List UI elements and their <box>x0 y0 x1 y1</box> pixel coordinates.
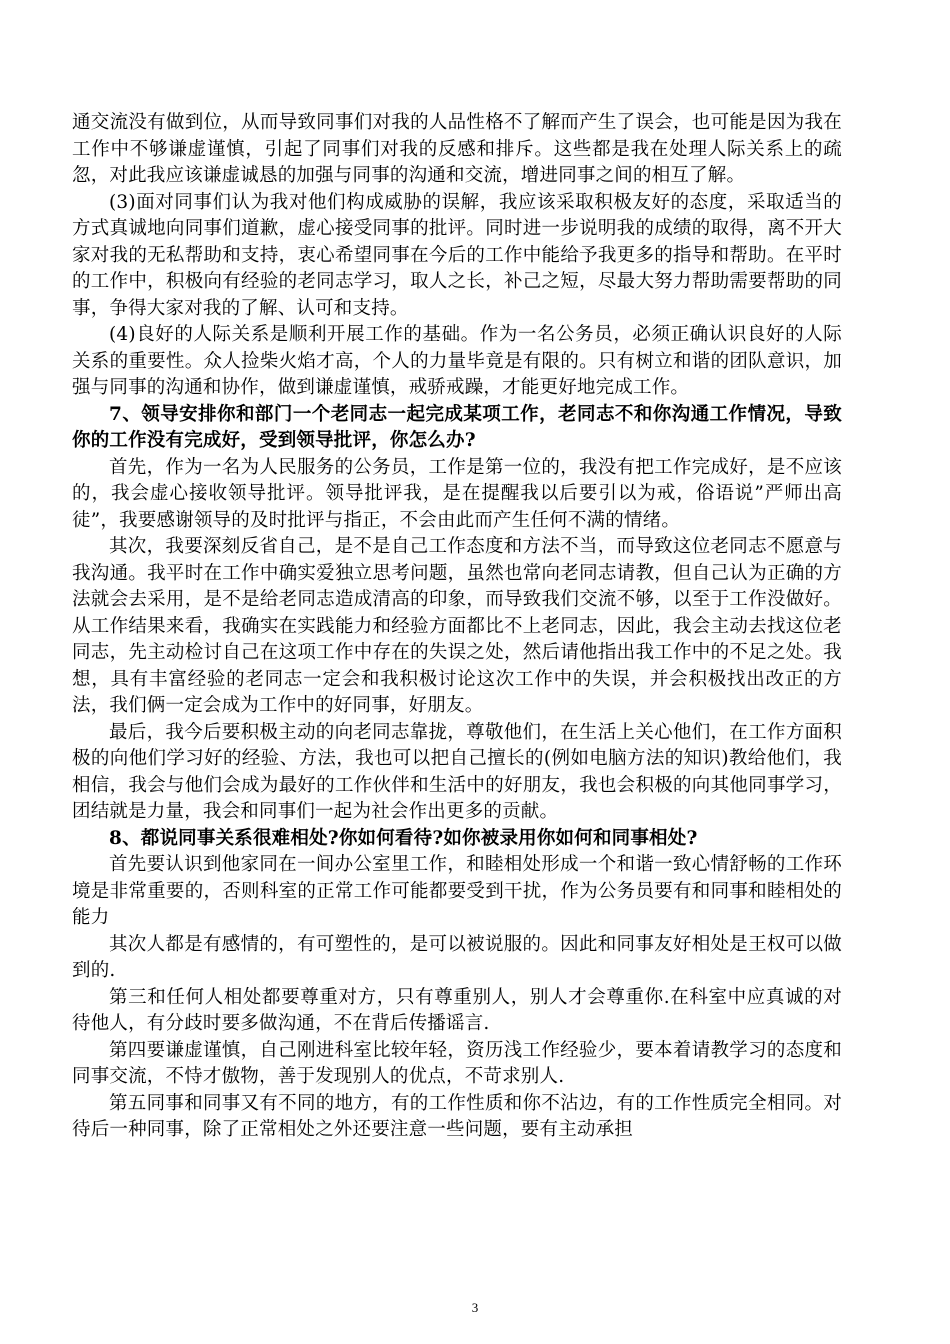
paragraph: 首先要认识到他家同在一间办公室里工作，和睦相处形成一个和谐一致心情舒畅的工作环境是非常重要的，否则科室的正常工作可能都要受到干扰，作为公务员要有和同事和睦相处的能力 <box>72 854 842 928</box>
paragraph: 首先，作为一名为人民服务的公务员，工作是第一位的，我没有把工作完成好，是不应该的，我会虚心接收领导批评。领导批评我，是在提醒我以后要引以为戒，俗语说”严师出高徒”，我要感谢领导的及时批评与指正，不会由此而产生任何不满的情绪。 <box>72 456 842 531</box>
question-heading: 7、领导安排你和部门一个老同志一起完成某项工作，老同志不和你沟通工作情况，导致你的工作没有完成好，受到领导批评，你怎么办? <box>72 403 842 451</box>
paragraph: 其次，我要深刻反省自己，是不是自己工作态度和方法不当，而导致这位老同志不愿意与我沟通。我平时在工作中确实爱独立思考问题，虽然也常向老同志请教，但自己认为正确的方法就会去采用，是不是给老同志造成清高的印象，而导致我们交流不够，以至于工作没做好。从工作结果来看，我确实在实践能力和经验方面都比不上老同志，因此，我会主动去找这位老同志，先主动检讨自己在这项工作中存在的失误之处，然后请他指出我工作中的不足之处。我想，具有丰富经验的老同志一定会和我积极讨论这次工作中的失误，并会积极找出改正的方法，我们俩一定会成为工作中的好同事，好朋友。 <box>72 536 842 716</box>
page-number: 3 <box>471 1300 479 1315</box>
paragraph: 最后，我今后要积极主动的向老同志靠拢，尊敬他们，在生活上关心他们，在工作方面积极的向他们学习好的经验、方法，我也可以把自己擅长的(例如电脑方法的知识)教给他们，我相信，我会与他们会成为最好的工作伙伴和生活中的好朋友，我也会积极的向其他同事学习，团结就是力量，我会和同事们一起为社会作出更多的贡献。 <box>72 721 842 822</box>
paragraph: 第四要谦虚谨慎，自己刚进科室比较年轻，资历浅工作经验少，要本着请教学习的态度和同事交流，不恃才傲物，善于发现别人的优点，不苛求别人. <box>72 1039 842 1087</box>
document-body <box>72 110 842 1144</box>
paragraph: (3)面对同事们认为我对他们构成威胁的误解，我应该采取积极友好的态度，采取适当的方式真诚地向同事们道歉，虚心接受同事的批评。同时进一步说明我的成绩的取得，离不开大家对我的无私帮助和支持，衷心希望同事在今后的工作中能给予我更多的指导和帮助。在平时的工作中，积极向有经验的老同志学习，取人之长，补己之短，尽最大努力帮助需要帮助的同事，争得大家对我的了解、认可和支持。 <box>72 191 842 319</box>
paragraph: 第三和任何人相处都要尊重对方，只有尊重别人，别人才会尊重你.在科室中应真诚的对待他人，有分歧时要多做沟通，不在背后传播谣言. <box>72 986 842 1034</box>
paragraph: (4)良好的人际关系是顺利开展工作的基础。作为一名公务员，必须正确认识良好的人际关系的重要性。众人捡柴火焰才高，个人的力量毕竟是有限的。只有树立和谐的团队意识，加强与同事的沟通和协作，做到谦虚谨慎，戒骄戒躁，才能更好地完成工作。 <box>72 324 842 398</box>
paragraph: 其次人都是有感情的，有可塑性的，是可以被说服的。因此和同事友好相处是王权可以做到的. <box>72 933 842 981</box>
paragraph: 第五同事和同事又有不同的地方，有的工作性质和你不沾边，有的工作性质完全相同。对待后一种同事，除了正常相处之外还要注意一些问题，要有主动承担 <box>72 1092 842 1140</box>
question-heading: 8、都说同事关系很难相处?你如何看待?如你被录用你如何和同事相处? <box>109 827 698 849</box>
paragraph: 通交流没有做到位，从而导致同事们对我的人品性格不了解而产生了误会，也可能是因为我在工作中不够谦虚谨慎，引起了同事们对我的反感和排斥。这些都是我在处理人际关系上的疏忽，对此我应该谦虚诚恳的加强与同事的沟通和交流，增进同事之间的相互了解。 <box>72 112 842 186</box>
